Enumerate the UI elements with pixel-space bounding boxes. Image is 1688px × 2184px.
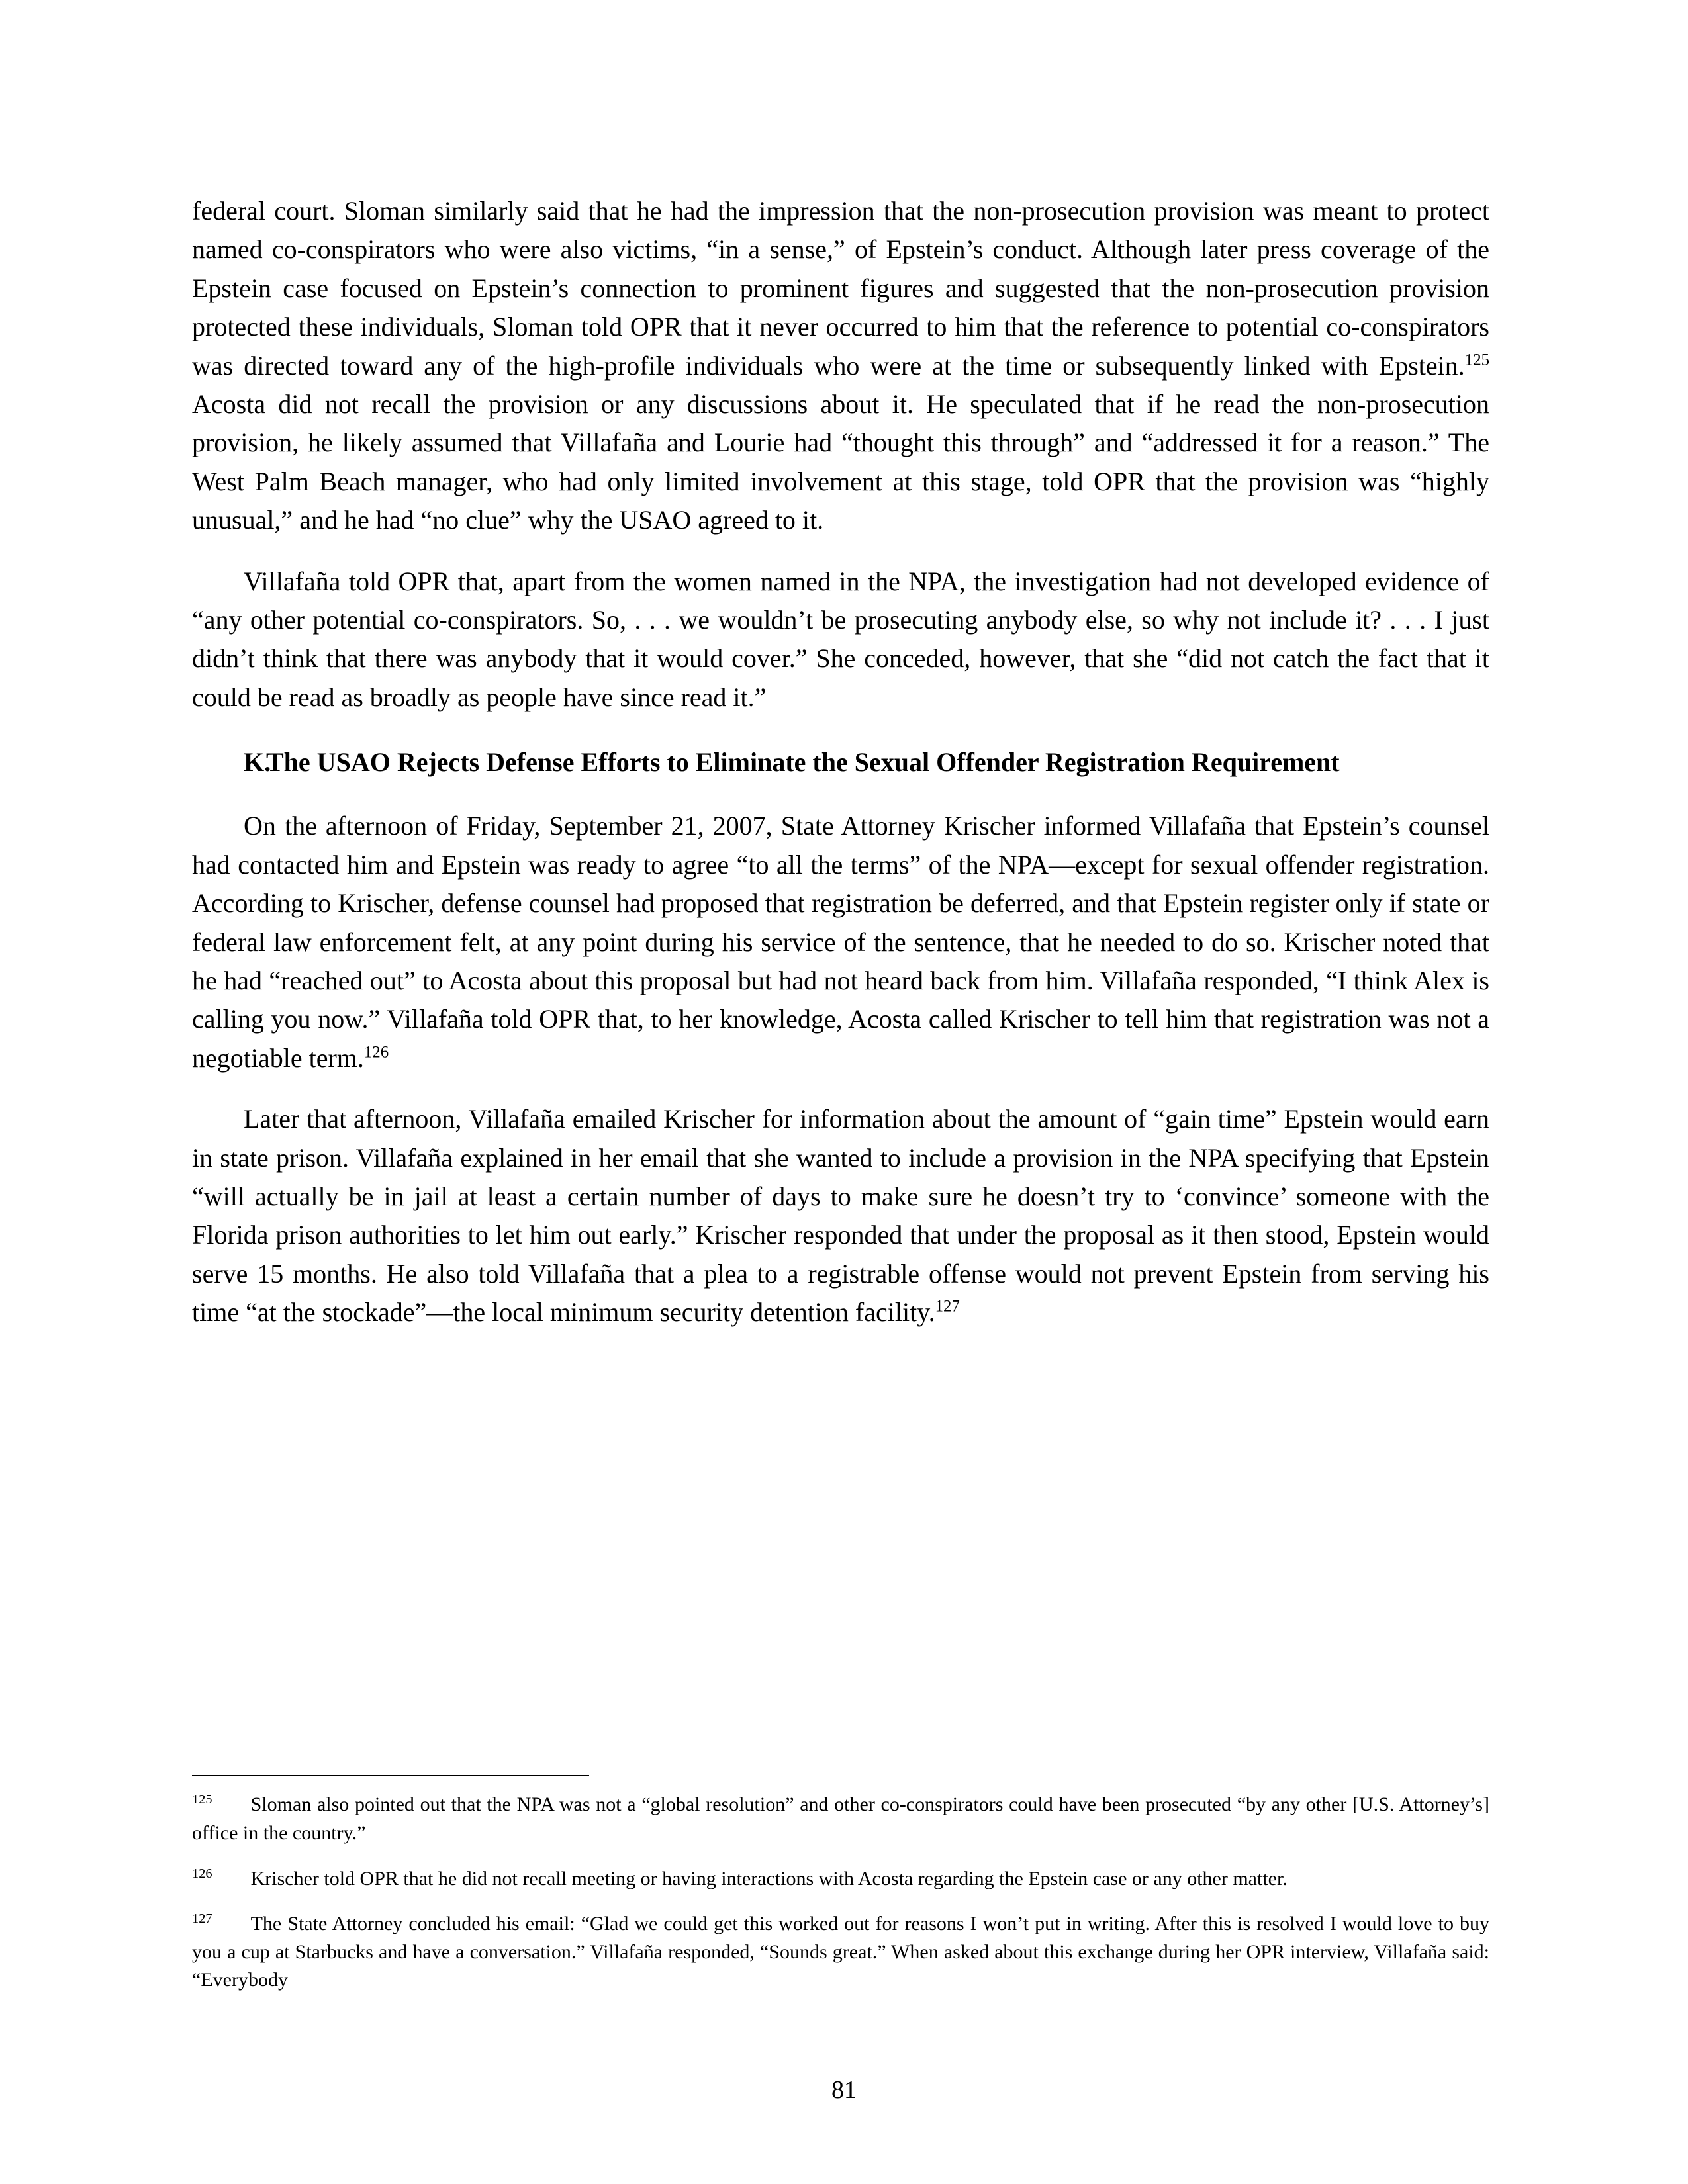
paragraph-1-text-cont: Acosta did not recall the provision or any discussions about it. He speculated that if he read the non-prosecution provision, he likely assumed that Villafaña and Lourie had “thought this through” and “addressed it for a reason.” The West Palm Beach manager, who had only limited involvement at this stage, told OPR that the provision was “highly unusual,” and he had “no clue” why the USAO agreed to it.: [192, 388, 1489, 535]
footnote-marker-127: 127: [935, 1297, 960, 1316]
footnote-125-text: Sloman also pointed out that the NPA was not a “global resolution” and other co-conspirators could have been prosecuted “by any other [U.S. Attorney’s] office in the country.”: [192, 1794, 1489, 1844]
paragraph-4-text: Later that afternoon, Villafaña emailed Krischer for information about the amount of “gain time” Epstein would earn in state prison. Villafaña explained in her email that she wanted to include a provision in the NPA specifying that Epstein “will actually be in jail at least a certain number of days to make sure he doesn’t try to ‘convince’ someone with the Florida prison authorities to let him out early.” Krischer responded that under the proposal as it then stood, Epstein would serve 15 months. He also told Villafaña that a plea to a registrable offense would not prevent Epstein from serving his time “at the stockade”—the local minimum security detention facility.: [192, 1104, 1489, 1328]
paragraph-1: [192, 192, 1489, 540]
section-heading-text: The USAO Rejects Defense Efforts to Eliminate the Sexual Offender Registration Requirement: [266, 747, 1340, 778]
paragraph-1-text: federal court. Sloman similarly said that he had the impression that the non-prosecution provision was meant to protect named co-conspirators who were also victims, “in a sense,” of Epstein’s conduct. Although later press coverage of the Epstein case focused on Epstein’s connection to prominent figures and suggested that the non-prosecution provision protected these individuals, Sloman told OPR that it never occurred to him that the reference to potential co-conspirators was directed toward any of the high-profile individuals who were at the time or subsequently linked with Epstein.: [192, 196, 1489, 381]
section-heading: [192, 743, 1489, 782]
section-heading-letter: K.: [244, 747, 271, 778]
footnote-marker-125: 125: [1464, 351, 1489, 369]
footnote-126-number: 126: [192, 1866, 212, 1881]
footnote-125: [192, 1791, 1489, 1847]
footnote-127-text: The State Attorney concluded his email: “Glad we could get this worked out for reasons I won’t put in writing. After this is resolved I would love to buy you a cup at Starbucks and have a conversation.” Villafaña responded, “Sounds great.” When asked about this exchange during her OPR interview, Villafaña said: “Everybody: [192, 1913, 1489, 1991]
paragraph-2-text: Villafaña told OPR that, apart from the women named in the NPA, the investigation had not developed evidence of “any other potential co-conspirators. So, . . . we wouldn’t be prosecuting anybody else, so why not include it? . . . I just didn’t think that there was anybody that it would cover.” She conceded, however, that she “did not catch the fact that it could be read as broadly as people have since read it.”: [192, 566, 1489, 712]
page-number: 81: [831, 2076, 857, 2104]
paragraph-2: [192, 563, 1489, 717]
footnote-126: [192, 1865, 1489, 1893]
footnote-marker-126: 126: [363, 1043, 389, 1062]
footnote-126-text: Krischer told OPR that he did not recall meeting or having interactions with Acosta regarding the Epstein case or any other matter.: [250, 1867, 1288, 1889]
paragraph-4: [192, 1100, 1489, 1332]
footnote-127-number: 127: [192, 1911, 212, 1927]
footnote-separator-rule: [192, 1775, 589, 1776]
paragraph-3: [192, 807, 1489, 1077]
footnote-125-number: 125: [192, 1792, 212, 1807]
page-body: [192, 192, 1489, 1332]
footnote-127: [192, 1910, 1489, 1995]
footnote-area: [192, 1775, 1489, 2012]
paragraph-3-text: On the afternoon of Friday, September 21, 2007, State Attorney Krischer informed Villafaña that Epstein’s counsel had contacted him and Epstein was ready to agree “to all the terms” of the NPA—except for sexual offender registration. According to Krischer, defense counsel had proposed that registration be deferred, and that Epstein register only if state or federal law enforcement felt, at any point during his service of the sentence, that he needed to do so. Krischer noted that he had “reached out” to Acosta about this proposal but had not heard back from him. Villafaña responded, “I think Alex is calling you now.” Villafaña told OPR that, to her knowledge, Acosta called Krischer to tell him that registration was not a negotiable term.: [192, 811, 1489, 1073]
